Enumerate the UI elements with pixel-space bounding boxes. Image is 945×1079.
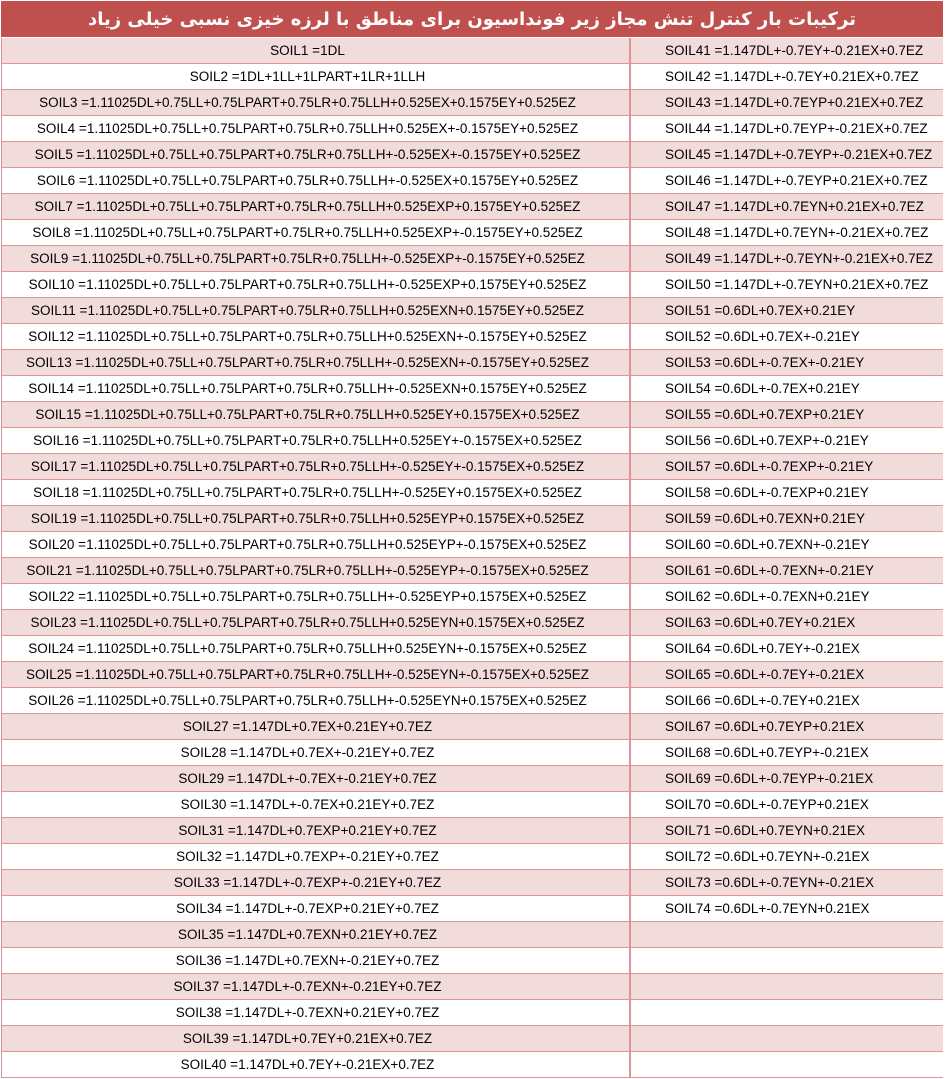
combination-cell: SOIL64 =0.6DL+0.7EY+-0.21EX: [665, 641, 860, 656]
table-row: [631, 1026, 943, 1052]
table-row: [631, 610, 943, 636]
right-column: [631, 38, 943, 1078]
table-row: [2, 766, 629, 792]
table-row: [2, 454, 629, 480]
combination-cell: SOIL24 =1.11025DL+0.75LL+0.75LPART+0.75LR+0.75LLH+0.525EYN+-0.1575EX+0.525EZ: [28, 641, 587, 656]
combination-cell: SOIL71 =0.6DL+0.7EYN+0.21EX: [665, 823, 866, 838]
table-row: [631, 740, 943, 766]
table-row: [2, 38, 629, 64]
table-row: [2, 558, 629, 584]
table-row: [2, 636, 629, 662]
table-row: [2, 688, 629, 714]
combination-cell: SOIL47 =1.147DL+0.7EYN+0.21EX+0.7EZ: [665, 199, 924, 214]
combination-cell: SOIL39 =1.147DL+0.7EY+0.21EX+0.7EZ: [182, 1031, 433, 1046]
table-row: [2, 168, 629, 194]
table-row: [2, 740, 629, 766]
combination-cell: SOIL72 =0.6DL+0.7EYN+-0.21EX: [665, 849, 870, 864]
combination-cell: SOIL60 =0.6DL+0.7EXN+-0.21EY: [665, 537, 870, 552]
table-row: [2, 246, 629, 272]
table-row: [2, 64, 629, 90]
table-row: [631, 38, 943, 64]
combination-cell: SOIL41 =1.147DL+-0.7EY+-0.21EX+0.7EZ: [665, 43, 924, 58]
table-row: [2, 350, 629, 376]
table-row: [2, 506, 629, 532]
combination-cell: SOIL66 =0.6DL+-0.7EY+0.21EX: [665, 693, 860, 708]
combination-cell: SOIL4 =1.11025DL+0.75LL+0.75LPART+0.75LR+0.75LLH+0.525EX+-0.1575EY+0.525EZ: [36, 121, 579, 136]
combination-cell: SOIL29 =1.147DL+-0.7EX+-0.21EY+0.7EZ: [178, 771, 437, 786]
combination-cell: SOIL11 =1.11025DL+0.75LL+0.75LPART+0.75LR+0.75LLH+0.525EXN+0.1575EY+0.525EZ: [31, 303, 584, 318]
table-row: [631, 220, 943, 246]
table-row: [2, 1052, 629, 1078]
combination-cell: SOIL74 =0.6DL+-0.7EYN+0.21EX: [665, 901, 870, 916]
combination-cell: SOIL8 =1.11025DL+0.75LL+0.75LPART+0.75LR+0.75LLH+0.525EXP+-0.1575EY+0.525EZ: [32, 225, 583, 240]
combination-cell: SOIL38 =1.147DL+-0.7EXN+0.21EY+0.7EZ: [175, 1005, 440, 1020]
table-row: [2, 428, 629, 454]
combination-cell: SOIL5 =1.11025DL+0.75LL+0.75LPART+0.75LR+0.75LLH+-0.525EX+-0.1575EY+0.525EZ: [34, 147, 581, 162]
table-row: [631, 64, 943, 90]
combination-cell: SOIL56 =0.6DL+0.7EXP+-0.21EY: [665, 433, 869, 448]
combination-cell: SOIL18 =1.11025DL+0.75LL+0.75LPART+0.75LR+0.75LLH+-0.525EY+0.1575EX+0.525EZ: [33, 485, 582, 500]
combination-cell: SOIL13 =1.11025DL+0.75LL+0.75LPART+0.75LR+0.75LLH+-0.525EXN+-0.1575EY+0.525EZ: [26, 355, 589, 370]
combination-cell: SOIL14 =1.11025DL+0.75LL+0.75LPART+0.75LR+0.75LLH+-0.525EXN+0.1575EY+0.525EZ: [28, 381, 587, 396]
table-row: [2, 116, 629, 142]
combination-cell: SOIL30 =1.147DL+-0.7EX+0.21EY+0.7EZ: [180, 797, 435, 812]
table-row: [631, 454, 943, 480]
table-row: [631, 844, 943, 870]
table-row: [2, 480, 629, 506]
table-row: [631, 246, 943, 272]
table-row: [631, 948, 943, 974]
combination-cell: SOIL42 =1.147DL+-0.7EY+0.21EX+0.7EZ: [665, 69, 919, 84]
combination-cell: SOIL68 =0.6DL+0.7EYP+-0.21EX: [665, 745, 869, 760]
combination-cell: SOIL17 =1.11025DL+0.75LL+0.75LPART+0.75LR+0.75LLH+-0.525EY+-0.1575EX+0.525EZ: [30, 459, 585, 474]
combination-cell: SOIL44 =1.147DL+0.7EYP+-0.21EX+0.7EZ: [665, 121, 928, 136]
combination-cell: SOIL57 =0.6DL+-0.7EXP+-0.21EY: [665, 459, 874, 474]
combination-cell: SOIL61 =0.6DL+-0.7EXN+-0.21EY: [665, 563, 875, 578]
table-row: [2, 870, 629, 896]
table-row: [631, 506, 943, 532]
table-row: [631, 428, 943, 454]
combination-cell: SOIL54 =0.6DL+-0.7EX+0.21EY: [665, 381, 860, 396]
table-row: [2, 532, 629, 558]
combination-cell: SOIL2 =1DL+1LL+1LPART+1LR+1LLH: [189, 69, 426, 84]
combination-cell: SOIL45 =1.147DL+-0.7EYP+-0.21EX+0.7EZ: [665, 147, 933, 162]
combination-cell: SOIL22 =1.11025DL+0.75LL+0.75LPART+0.75LR+0.75LLH+-0.525EYP+0.1575EX+0.525EZ: [28, 589, 587, 604]
table-row: [2, 610, 629, 636]
table-row: [631, 714, 943, 740]
combination-cell: SOIL52 =0.6DL+0.7EX+-0.21EY: [665, 329, 860, 344]
table-row: [631, 324, 943, 350]
combination-cell: SOIL10 =1.11025DL+0.75LL+0.75LPART+0.75LR+0.75LLH+-0.525EXP+0.1575EY+0.525EZ: [28, 277, 587, 292]
combination-cell: SOIL7 =1.11025DL+0.75LL+0.75LPART+0.75LR+0.75LLH+0.525EXP+0.1575EY+0.525EZ: [34, 199, 581, 214]
combination-cell: SOIL49 =1.147DL+-0.7EYN+-0.21EX+0.7EZ: [665, 251, 933, 266]
table-row: [2, 792, 629, 818]
table-row: [2, 662, 629, 688]
combination-cell: SOIL37 =1.147DL+-0.7EXN+-0.21EY+0.7EZ: [173, 979, 442, 994]
table-title: ترکیبات بار کنترل تنش مجاز زیر فونداسیون برای مناطق با لرزه خیزی نسبی خیلی زیاد: [1, 1, 943, 37]
table-row: [2, 584, 629, 610]
combination-cell: SOIL67 =0.6DL+0.7EYP+0.21EX: [665, 719, 865, 734]
table-row: [2, 220, 629, 246]
combination-cell: SOIL25 =1.11025DL+0.75LL+0.75LPART+0.75LR+0.75LLH+-0.525EYN+-0.1575EX+0.525EZ: [26, 667, 589, 682]
combination-cell: SOIL19 =1.11025DL+0.75LL+0.75LPART+0.75LR+0.75LLH+0.525EYP+0.1575EX+0.525EZ: [30, 511, 585, 526]
table-row: [2, 298, 629, 324]
table-row: [631, 688, 943, 714]
table-row: [631, 402, 943, 428]
combination-cell: SOIL28 =1.147DL+0.7EX+-0.21EY+0.7EZ: [180, 745, 435, 760]
table-row: [631, 558, 943, 584]
combination-cell: SOIL63 =0.6DL+0.7EY+0.21EX: [665, 615, 856, 630]
combination-cell: SOIL48 =1.147DL+0.7EYN+-0.21EX+0.7EZ: [665, 225, 929, 240]
table-row: [631, 532, 943, 558]
table-row: [631, 1052, 943, 1078]
combination-cell: SOIL40 =1.147DL+0.7EY+-0.21EX+0.7EZ: [180, 1057, 435, 1072]
combination-cell: SOIL55 =0.6DL+0.7EXP+0.21EY: [665, 407, 865, 422]
table-row: [631, 142, 943, 168]
combination-cell: SOIL43 =1.147DL+0.7EYP+0.21EX+0.7EZ: [665, 95, 924, 110]
combination-cell: SOIL70 =0.6DL+-0.7EYP+0.21EX: [665, 797, 869, 812]
combination-cell: SOIL58 =0.6DL+-0.7EXP+0.21EY: [665, 485, 869, 500]
table-row: [2, 1000, 629, 1026]
combination-cell: SOIL36 =1.147DL+0.7EXN+-0.21EY+0.7EZ: [175, 953, 440, 968]
table-row: [631, 298, 943, 324]
combination-cell: SOIL1 =1DL: [270, 43, 345, 58]
table-row: [2, 974, 629, 1000]
combination-cell: SOIL15 =1.11025DL+0.75LL+0.75LPART+0.75LR+0.75LLH+0.525EY+0.1575EX+0.525EZ: [35, 407, 580, 422]
table-row: [2, 844, 629, 870]
combination-cell: SOIL50 =1.147DL+-0.7EYN+0.21EX+0.7EZ: [665, 277, 929, 292]
combination-cell: SOIL32 =1.147DL+0.7EXP+-0.21EY+0.7EZ: [176, 849, 439, 864]
table-row: [631, 818, 943, 844]
combination-cell: SOIL53 =0.6DL+-0.7EX+-0.21EY: [665, 355, 865, 370]
table-row: [631, 636, 943, 662]
combination-cell: SOIL65 =0.6DL+-0.7EY+-0.21EX: [665, 667, 865, 682]
table-row: [2, 1026, 629, 1052]
table-row: [2, 922, 629, 948]
combination-cell: SOIL12 =1.11025DL+0.75LL+0.75LPART+0.75LR+0.75LLH+0.525EXN+-0.1575EY+0.525EZ: [28, 329, 587, 344]
table-row: [631, 896, 943, 922]
table-row: [2, 896, 629, 922]
combination-cell: SOIL46 =1.147DL+-0.7EYP+0.21EX+0.7EZ: [665, 173, 928, 188]
combination-cell: SOIL27 =1.147DL+0.7EX+0.21EY+0.7EZ: [182, 719, 433, 734]
combination-cell: SOIL59 =0.6DL+0.7EXN+0.21EY: [665, 511, 866, 526]
combination-cell: SOIL33 =1.147DL+-0.7EXP+-0.21EY+0.7EZ: [173, 875, 442, 890]
combination-grid: [1, 38, 943, 1078]
combination-cell: SOIL35 =1.147DL+0.7EXN+0.21EY+0.7EZ: [178, 927, 437, 942]
combination-cell: SOIL31 =1.147DL+0.7EXP+0.21EY+0.7EZ: [178, 823, 437, 838]
table-row: [2, 376, 629, 402]
table-row: [631, 376, 943, 402]
combination-cell: SOIL26 =1.11025DL+0.75LL+0.75LPART+0.75LR+0.75LLH+-0.525EYN+0.1575EX+0.525EZ: [28, 693, 587, 708]
table-row: [631, 584, 943, 610]
combination-cell: SOIL21 =1.11025DL+0.75LL+0.75LPART+0.75LR+0.75LLH+-0.525EYP+-0.1575EX+0.525EZ: [26, 563, 589, 578]
table-row: [2, 90, 629, 116]
table-row: [2, 948, 629, 974]
table-row: [631, 922, 943, 948]
table-row: [631, 662, 943, 688]
table-row: [631, 116, 943, 142]
combination-cell: SOIL9 =1.11025DL+0.75LL+0.75LPART+0.75LR+0.75LLH+-0.525EXP+-0.1575EY+0.525EZ: [30, 251, 585, 266]
table-row: [631, 870, 943, 896]
table-row: [2, 324, 629, 350]
table-row: [631, 766, 943, 792]
combination-cell: SOIL62 =0.6DL+-0.7EXN+0.21EY: [665, 589, 870, 604]
combination-cell: SOIL69 =0.6DL+-0.7EYP+-0.21EX: [665, 771, 874, 786]
table-row: [2, 402, 629, 428]
table-row: [2, 272, 629, 298]
table-row: [631, 350, 943, 376]
combination-cell: SOIL3 =1.11025DL+0.75LL+0.75LPART+0.75LR+0.75LLH+0.525EX+0.1575EY+0.525EZ: [39, 95, 576, 110]
combination-cell: SOIL34 =1.147DL+-0.7EXP+0.21EY+0.7EZ: [176, 901, 439, 916]
combination-cell: SOIL16 =1.11025DL+0.75LL+0.75LPART+0.75LR+0.75LLH+0.525EY+-0.1575EX+0.525EZ: [33, 433, 582, 448]
combination-cell: SOIL73 =0.6DL+-0.7EYN+-0.21EX: [665, 875, 875, 890]
combination-cell: SOIL51 =0.6DL+0.7EX+0.21EY: [665, 303, 856, 318]
table-row: [631, 272, 943, 298]
table-row: [631, 480, 943, 506]
combination-cell: SOIL6 =1.11025DL+0.75LL+0.75LPART+0.75LR+0.75LLH+-0.525EX+0.1575EY+0.525EZ: [36, 173, 579, 188]
table-row: [631, 90, 943, 116]
table-row: [631, 1000, 943, 1026]
table-row: [631, 168, 943, 194]
combination-cell: SOIL23 =1.11025DL+0.75LL+0.75LPART+0.75LR+0.75LLH+0.525EYN+0.1575EX+0.525EZ: [30, 615, 585, 630]
table-row: [2, 142, 629, 168]
left-column: [2, 38, 631, 1078]
combination-cell: SOIL20 =1.11025DL+0.75LL+0.75LPART+0.75LR+0.75LLH+0.525EYP+-0.1575EX+0.525EZ: [28, 537, 587, 552]
table-row: [2, 818, 629, 844]
table-row: [631, 194, 943, 220]
table-row: [631, 792, 943, 818]
table-row: [631, 974, 943, 1000]
table-row: [2, 714, 629, 740]
table-row: [2, 194, 629, 220]
